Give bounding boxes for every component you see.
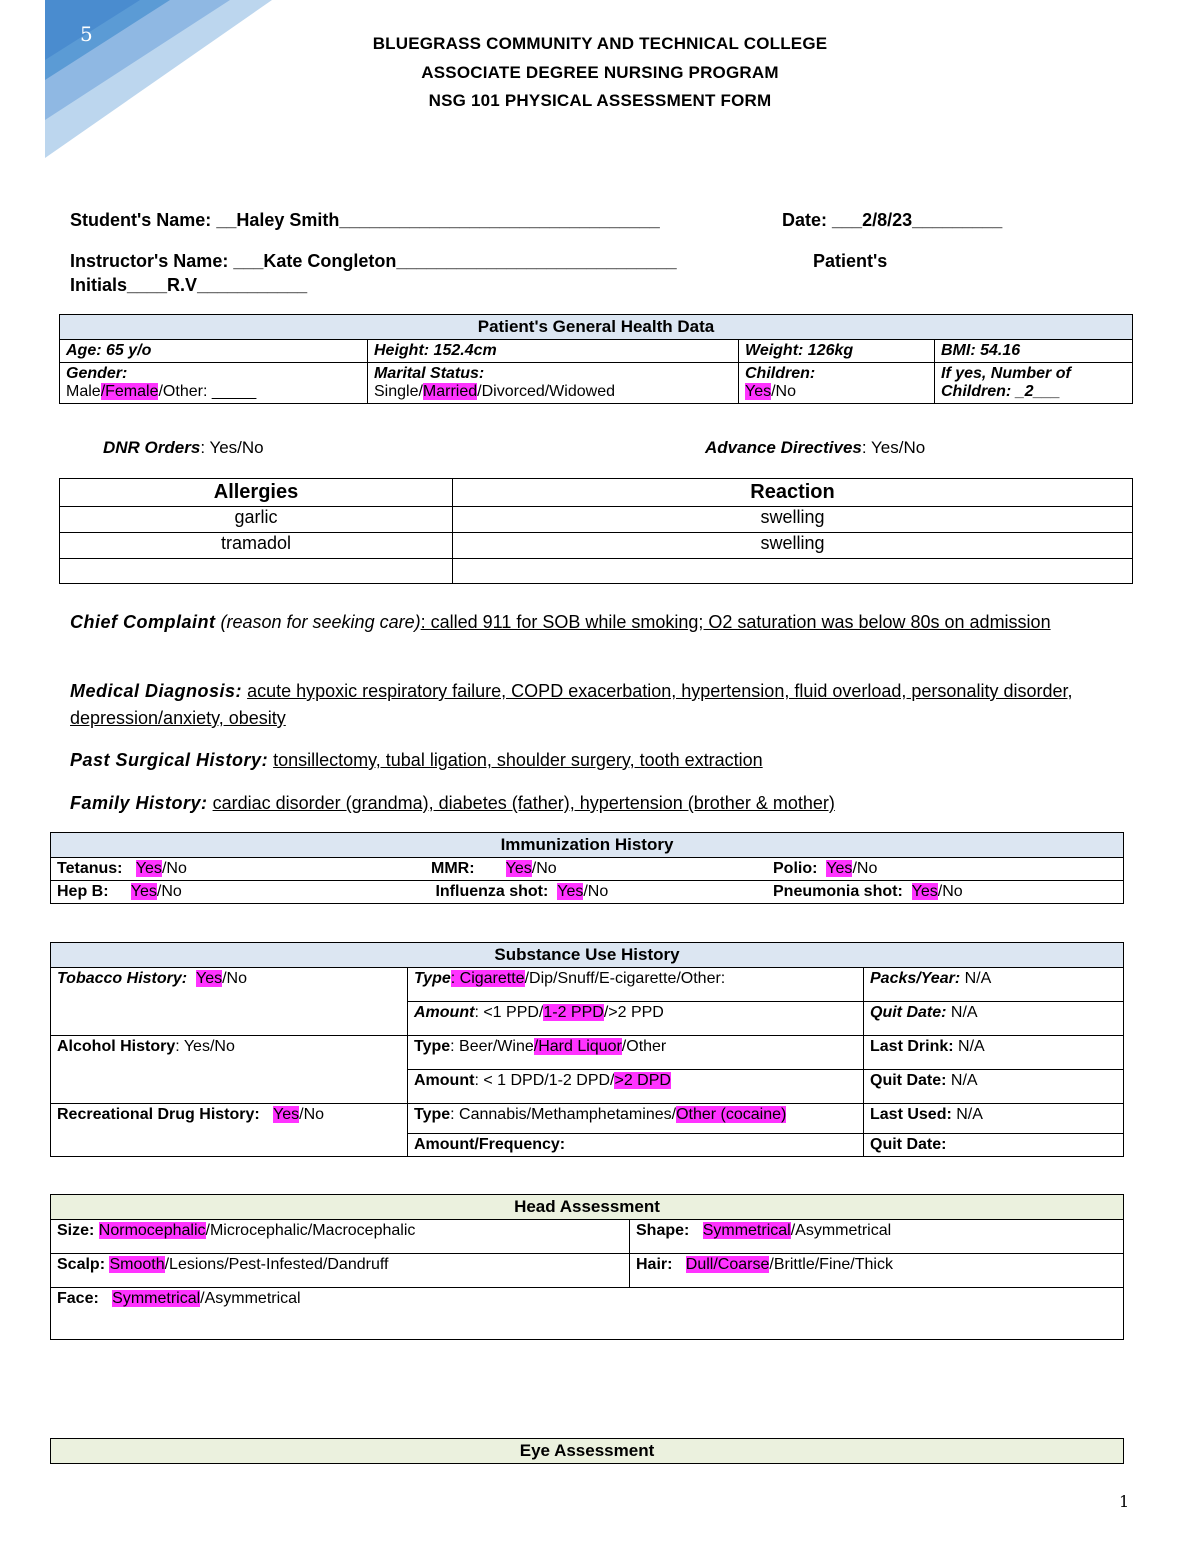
instructor-value[interactable]: ___Kate Congleton____________________________ (233, 251, 677, 271)
dnr-value: : Yes/No (200, 438, 264, 457)
mmr-cell[interactable]: MMR: Yes/No (425, 858, 767, 881)
alcohol-amount-cell[interactable]: Amount: < 1 DPD/1-2 DPD/>2 DPD (408, 1070, 864, 1104)
head-shape-cell[interactable]: Shape: Symmetrical/Asymmetrical (630, 1220, 1124, 1254)
college-title: BLUEGRASS COMMUNITY AND TECHNICAL COLLEGE (372, 34, 828, 53)
substance-table (50, 942, 1124, 1157)
initials-row (70, 272, 307, 299)
eye-assessment-table (50, 1438, 1124, 1464)
marital-cell (368, 363, 739, 404)
initials-value[interactable]: ____R.V___________ (127, 275, 308, 295)
surgical-history (70, 747, 1115, 774)
amount-frequency-cell[interactable]: Amount/Frequency: (408, 1134, 864, 1157)
influenza-cell[interactable]: Influenza shot: Yes/No (425, 881, 767, 904)
tobacco-amount-cell[interactable]: Amount: <1 PPD/1-2 PPD/>2 PPD (408, 1002, 864, 1036)
scalp-cell[interactable]: Scalp: Smooth/Lesions/Pest-Infested/Dandruff (51, 1254, 630, 1288)
family-history-label: Family History: (70, 793, 208, 813)
surgical-history-label: Past Surgical History: (70, 750, 269, 770)
marital-options[interactable]: Single/Married/Divorced/Widowed (374, 383, 615, 400)
packs-year-cell[interactable]: Packs/Year: N/A (864, 968, 1124, 1002)
medical-diagnosis (70, 678, 1115, 732)
family-history (70, 790, 1115, 817)
tobacco-type-cell[interactable]: Type: Cigarette/Dip/Snuff/E-cigarette/Other: (408, 968, 864, 1002)
general-health-title: Patient's General Health Data (60, 315, 1133, 340)
hepb-cell[interactable]: Hep B: Yes/No (51, 881, 426, 904)
initials-label: Initials (70, 275, 128, 295)
date-value[interactable]: ___2/8/23_________ (832, 210, 1003, 230)
alcohol-quit-cell[interactable]: Quit Date: N/A (864, 1070, 1124, 1104)
date-row (782, 207, 1002, 234)
age-cell: Age: 65 y/o (60, 340, 368, 363)
head-size-cell[interactable]: Size: Normocephalic/Microcephalic/Macrocephalic (51, 1220, 630, 1254)
marital-selected: Married (422, 383, 478, 400)
medical-diagnosis-value[interactable]: acute hypoxic respiratory failure, COPD exacerbation, hypertension, fluid overload, personality disorder, depression/anxiety, obesity (70, 681, 1073, 728)
immunization-title: Immunization History (51, 833, 1124, 858)
reaction-cell[interactable]: swelling (453, 507, 1133, 533)
reaction-cell[interactable] (453, 559, 1133, 584)
alcohol-type-cell[interactable]: Type: Beer/Wine/Hard Liquor/Other (408, 1036, 864, 1070)
page-badge: 5 (80, 22, 93, 46)
substance-title: Substance Use History (51, 943, 1124, 968)
weight-cell: Weight: 126kg (739, 340, 935, 363)
gender-options[interactable]: Male/Female/Other: _____ (66, 383, 257, 400)
chief-complaint-label: Chief Complaint (70, 612, 216, 632)
dnr-label: DNR Orders (103, 438, 201, 457)
general-health-table (59, 314, 1133, 404)
allergy-cell[interactable]: garlic (60, 507, 453, 533)
last-drink-cell[interactable]: Last Drink: N/A (864, 1036, 1124, 1070)
drug-quit-cell[interactable]: Quit Date: (864, 1134, 1124, 1157)
hair-cell[interactable]: Hair: Dull/Coarse/Brittle/Fine/Thick (630, 1254, 1124, 1288)
chief-complaint (70, 609, 1115, 636)
dnr-row[interactable] (103, 438, 264, 458)
reaction-header: Reaction (453, 479, 1133, 507)
date-label: Date: (782, 210, 828, 230)
marital-label: Marital Status: (374, 365, 485, 382)
page-number: 1 (1119, 1492, 1130, 1511)
gender-selected: /Female (100, 383, 159, 400)
allergy-cell[interactable]: tramadol (60, 533, 453, 559)
chief-complaint-note: (reason for seeking care) (215, 612, 421, 632)
head-assessment-title: Head Assessment (51, 1195, 1124, 1220)
family-history-value[interactable]: cardiac disorder (grandma), diabetes (father), hypertension (brother & mother) (212, 793, 835, 813)
advance-directives-row[interactable] (705, 438, 925, 458)
gender-label: Gender: (66, 365, 128, 382)
surgical-history-value[interactable]: tonsillectomy, tubal ligation, shoulder surgery, tooth extraction (273, 750, 763, 770)
pneumonia-cell[interactable]: Pneumonia shot: Yes/No (767, 881, 1124, 904)
children-selected: Yes (745, 383, 772, 400)
children-number-cell: If yes, Number of Children: _2___ (935, 363, 1133, 404)
children-number-value[interactable]: Children: _2___ (941, 383, 1061, 400)
patient-label: Patient's (813, 251, 888, 271)
tobacco-quit-cell[interactable]: Quit Date: N/A (864, 1002, 1124, 1036)
medical-diagnosis-label: Medical Diagnosis: (70, 681, 243, 701)
tetanus-cell[interactable]: Tetanus: Yes/No (51, 858, 426, 881)
chief-complaint-value[interactable]: : called 911 for SOB while smoking; O2 saturation was below 80s on admission (420, 612, 1051, 632)
student-name-label: Student's Name: (70, 210, 212, 230)
advance-directives-label: Advance Directives (705, 438, 862, 457)
polio-cell[interactable]: Polio: Yes/No (767, 858, 1124, 881)
head-assessment-table (50, 1194, 1124, 1340)
bmi-cell: BMI: 54.16 (935, 340, 1133, 363)
advance-directives-value: : Yes/No (861, 438, 926, 457)
face-cell[interactable]: Face: Symmetrical/Asymmetrical (51, 1288, 1124, 1340)
reaction-cell[interactable]: swelling (453, 533, 1133, 559)
gender-cell (60, 363, 368, 404)
student-name-value[interactable]: __Haley Smith________________________________ (216, 210, 660, 230)
drug-history-cell[interactable]: Recreational Drug History: Yes/No (51, 1104, 408, 1157)
drug-type-cell[interactable]: Type: Cannabis/Methamphetamines/Other (cocaine) (408, 1104, 864, 1134)
program-title: ASSOCIATE DEGREE NURSING PROGRAM (421, 63, 779, 82)
allergies-header: Allergies (60, 479, 453, 507)
allergies-table (59, 478, 1133, 584)
children-options[interactable]: Yes/No (745, 383, 797, 400)
last-used-cell[interactable]: Last Used: N/A (864, 1104, 1124, 1134)
instructor-label: Instructor's Name: (70, 251, 229, 271)
alcohol-history-cell[interactable]: Alcohol History: Yes/No (51, 1036, 408, 1104)
eye-assessment-title: Eye Assessment (51, 1439, 1124, 1464)
children-cell (739, 363, 935, 404)
student-name-row (70, 207, 660, 234)
allergy-cell[interactable] (60, 559, 453, 584)
immunization-table (50, 832, 1124, 904)
children-label: Children: (745, 365, 816, 382)
instructor-row (70, 248, 677, 275)
height-cell: Height: 152.4cm (368, 340, 739, 363)
tobacco-history-cell[interactable]: Tobacco History: Yes/No (51, 968, 408, 1036)
form-title: NSG 101 PHYSICAL ASSESSMENT FORM (428, 91, 772, 110)
